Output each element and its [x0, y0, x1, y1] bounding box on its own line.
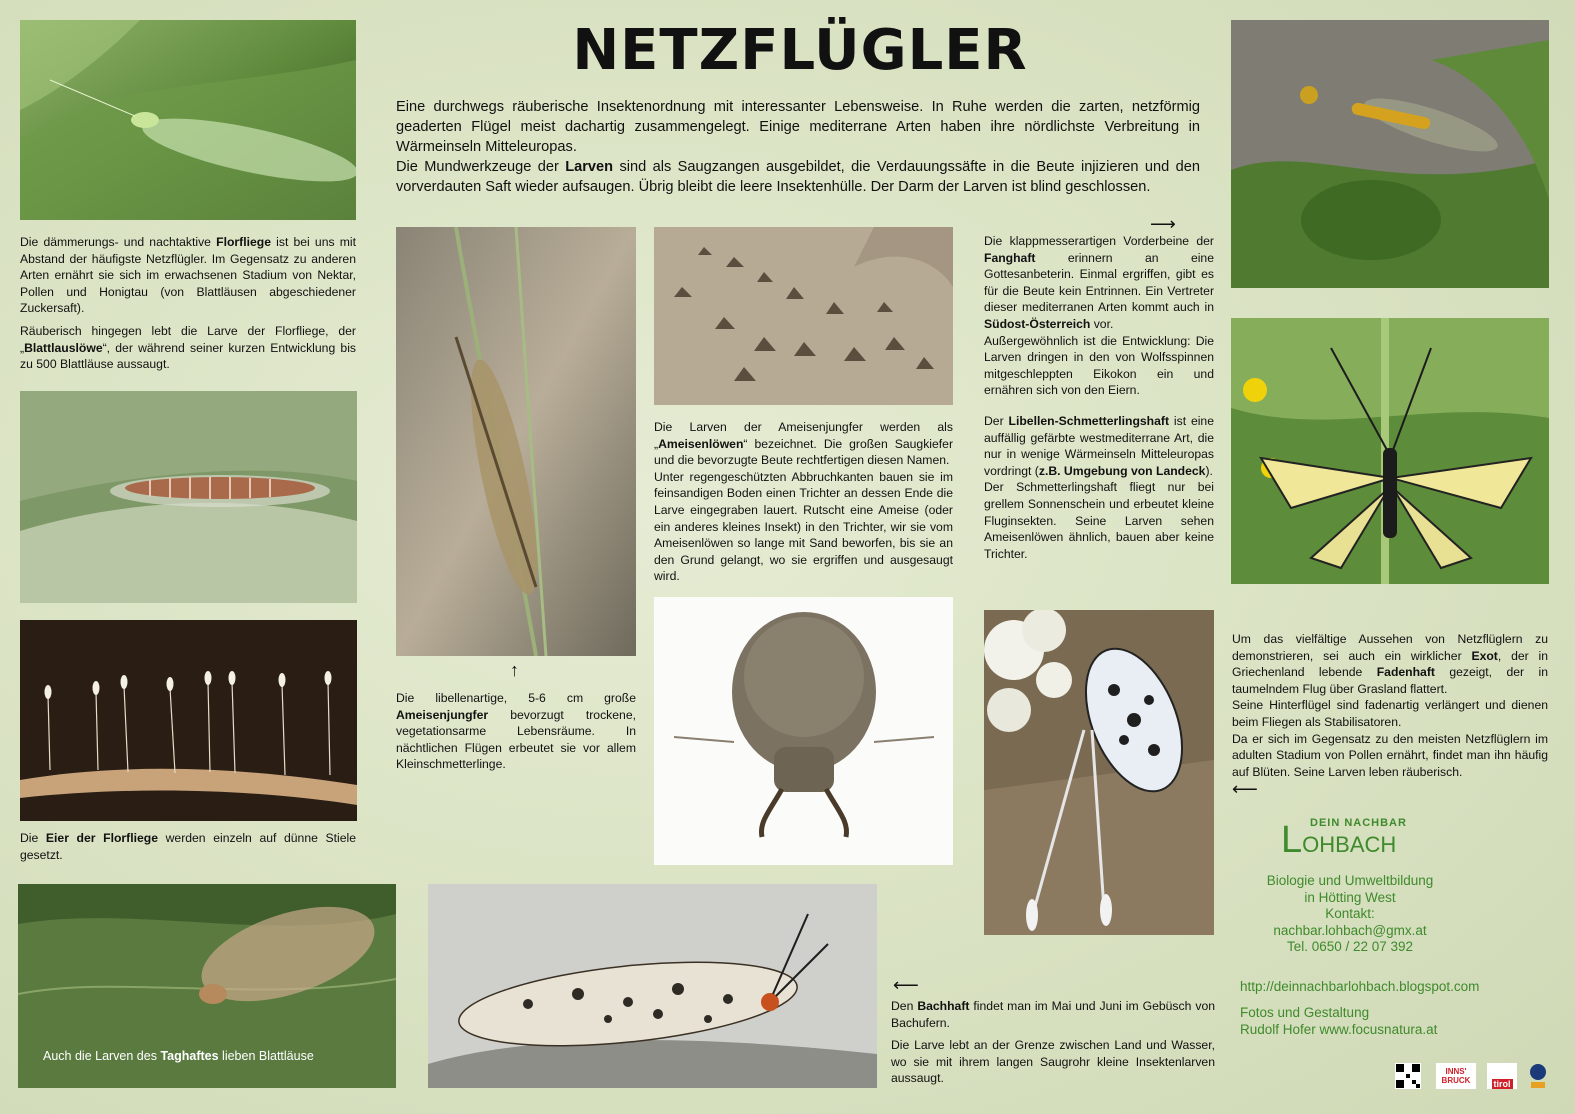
bachhaft-paragraph-2: Die Larve lebt an der Grenze zwischen Land und Wasser, wo sie mit ihrem langen Saugrohr kleine Insektenlarven aussaugt. — [891, 1038, 1215, 1086]
ameisenjungfer-image — [396, 227, 636, 656]
eier-paragraph — [20, 830, 356, 863]
text-part: Die — [20, 831, 46, 845]
text-part: vor. — [1090, 316, 1114, 331]
bold-florfliege: Florfliege — [216, 235, 271, 249]
university-seal-icon — [1527, 1063, 1549, 1089]
brand-initial: L — [1281, 819, 1303, 861]
text-part: Der — [984, 413, 1009, 428]
poster-title: NETZFLÜGLER — [572, 18, 1028, 83]
photo-ameisenloewe-larve — [654, 597, 953, 865]
text-fanghaft — [984, 233, 1214, 568]
bold-ameisenloewen: Ameisenlöwen — [658, 436, 744, 451]
bold-fadenhaft: Fadenhaft — [1376, 665, 1435, 680]
schmetterlingshaft-paragraph-2: Der Schmetterlingshaft fliegt nur bei grellem Sonnenschein und erbeutet kleine Fluginsekten. Seine Larven sehen Ameisenlöwen ähnlich, bauen aber keine Trichter. — [984, 480, 1214, 561]
brand-line-1: Biologie und Umweltbildung — [1266, 873, 1434, 888]
schmetterlingshaft-paragraph-1 — [984, 413, 1214, 479]
credits-line-1: Fotos und Gestaltung — [1240, 1005, 1370, 1020]
photo-schmetterlingshaft — [1231, 318, 1549, 584]
tirol-logo-text: tirol — [1493, 1079, 1511, 1089]
bold-suedost-oesterreich: Südost-Österreich — [984, 316, 1091, 331]
ameisenjungfer-paragraph — [396, 690, 636, 773]
intro-text — [396, 97, 1200, 197]
bold-ameisenjungfer: Ameisenjungfer — [396, 707, 489, 722]
fanghaft-paragraph-1 — [984, 233, 1214, 333]
university-seal-graphic — [1527, 1063, 1549, 1089]
brand-line-3: Kontakt: — [1325, 906, 1375, 921]
text-part: “, der während seiner kurzen Entwicklung bis zu 500 Blattläuse aussaugt. — [20, 340, 356, 372]
text-part: werden einzeln auf dünne Stiele gesetzt. — [20, 831, 356, 862]
brand-info — [1240, 873, 1460, 956]
fadenhaft-paragraph-3: Da er sich im Gegensatz zu den meisten Netzflüglern im adulten Stadium von Pollen ernährt, findet man ihn häufig auf Blüten. Seine Larven leben räuberisch. — [1232, 731, 1548, 779]
innsbruck-logo — [1436, 1063, 1476, 1089]
larva-image — [20, 391, 357, 603]
innsbruck-logo-text: INNS' BRUCK — [1441, 1067, 1471, 1085]
text-part: erinnern an eine Gottesanbeterin. Einmal ergriffen, gibt es für die Beute kein Entrinnen. Ein Vertreter dieser mediterranen Arten kommt auch in — [984, 250, 1214, 315]
text-bachhaft — [891, 998, 1215, 1093]
brand-name: OHBACH — [1302, 832, 1397, 857]
text-part: Die dämmerungs- und nachtaktive — [20, 235, 217, 249]
qr-code-icon — [1395, 1063, 1421, 1089]
ameisenloewe-paragraph-2: Unter regengeschützten Abbruchkanten bauen sie im feinsandigen Boden einen Trichter an dessen Ende die Larve eingegraben lauert. Rutscht eine Ameise (oder ein anderes kleines Insekt) in den Trichter, wir sie vom Ameisenlöwen so lange mit Sand beworfen, bis sie an den Grund gelangt, wo sie ergriffen und ausgesaugt wird. — [654, 469, 953, 584]
bold-exot: Exot — [1471, 648, 1498, 663]
text-part: gezeigt, der in taumelndem Flug über Grasland flattert. — [1232, 665, 1548, 696]
schmetterlingshaft-image — [1231, 318, 1549, 584]
ameisenloewe-paragraph-1 — [654, 419, 953, 469]
florfliege-image — [20, 20, 356, 220]
text-part: Den — [891, 999, 918, 1013]
photo-florfliegen-eier — [20, 620, 357, 821]
intro-paragraph-1: Eine durchwegs räuberische Insektenordnung mit interessanter Lebensweise. In Ruhe werden die zarten, netzförmig geaderten Flügel meist dachartig zusammengelegt. Einige mediterrane Arten haben ihre nördlichste Verbreitung in Wärmeinseln Mitteleuropas. — [396, 99, 1200, 155]
intro-paragraph-2 — [396, 157, 1200, 197]
bold-bachhaft: Bachhaft — [917, 999, 970, 1013]
taghaft-caption — [43, 1048, 373, 1065]
text-part: ist eine auffällig gefärbte westmediterrane Art, die nur in wenige Wärmeinseln Mitteleuropas vordringt ( — [984, 413, 1214, 478]
antlion-larva-image — [654, 597, 953, 865]
bachhaft-paragraph-1 — [891, 998, 1215, 1031]
text-fadenhaft — [1232, 631, 1548, 786]
bold-fanghaft: Fanghaft — [984, 250, 1036, 265]
photo-fanghaft — [1231, 20, 1549, 288]
qr-code-graphic — [1395, 1063, 1421, 1089]
intro-text-part: Die Mundwerkzeuge der — [396, 159, 566, 175]
sand-pits-image — [654, 227, 953, 405]
text-florfliege — [20, 234, 356, 379]
text-part: Die klappmesserartigen Vorderbeine der — [984, 234, 1214, 248]
bachhaft-image — [428, 884, 877, 1088]
text-part: ). — [1205, 463, 1213, 478]
photo-taghaft — [18, 884, 396, 1088]
photo-florfliege — [20, 20, 356, 220]
tirol-logo — [1487, 1063, 1517, 1089]
text-part: lieben Blattläuse — [218, 1049, 314, 1063]
bold-libellen-schmetterlingshaft: Libellen-Schmetterlingshaft — [1008, 413, 1170, 428]
bold-eier: Eier der Florfliege — [45, 831, 158, 845]
photo-ameisenjungfer — [396, 227, 636, 656]
photo-ameisenloewen-trichter — [654, 227, 953, 405]
arrow-right-fanghaft: ⟶ — [1150, 214, 1176, 234]
bold-blattlausloewe: Blattlauslöwe — [24, 340, 103, 355]
bold-landeck: z.B. Umgebung von Landeck — [1038, 463, 1206, 478]
photo-bachhaft — [428, 884, 877, 1088]
credits-line-2: Rudolf Hofer www.focusnatura.at — [1240, 1021, 1438, 1037]
intro-text-part: sind als Saugzangen ausgebildet, die Verdauungssäfte in die Beute injizieren und den vorverdauten Saft wieder aufsaugen. Übrig bleibt die leere Insektenhülle. Der Darm der Larven ist blind geschlossen. — [396, 159, 1201, 195]
text-part: Die Larven der Ameisenjungfer werden als „ — [654, 420, 953, 451]
fadenhaft-paragraph-2: Seine Hinterflügel sind fadenartig verlängert und dienen beim Fliegen als Stabilisatoren. — [1232, 698, 1548, 729]
brand-url[interactable]: http://deinnachbarlohbach.blogspot.com — [1240, 979, 1480, 994]
text-part: findet man im Mai und Juni im Gebüsch von Bachufern. — [891, 999, 1215, 1030]
arrow-left-fadenhaft: ⟵ — [1232, 779, 1258, 799]
bold-taghaft: Taghaftes — [160, 1049, 219, 1063]
brand-email[interactable]: nachbar.lohbach@gmx.at — [1273, 922, 1427, 938]
fadenhaft-paragraph-1 — [1232, 631, 1548, 697]
text-part: Um das vielfältige Aussehen von Netzflüglern zu demonstrieren, sei auch ein wirklicher — [1232, 632, 1548, 663]
florfliege-paragraph-1 — [20, 234, 356, 317]
intro-bold-larven: Larven — [565, 159, 614, 175]
fadenhaft-image — [984, 610, 1214, 935]
photo-fadenhaft — [984, 610, 1214, 935]
text-part: “ bezeichnet. Die großen Saugkiefer und die bevorzugte Beute rechtfertigen diesen Namen. — [654, 436, 953, 468]
fanghaft-image — [1231, 20, 1549, 288]
text-part: , der in Griechenland lebende — [1232, 648, 1548, 680]
eggs-image — [20, 620, 357, 821]
text-part: bevorzugt trockene, vegetationsarme Lebensräume. In nächtlichen Flügen erbeutet sie vor allem Kleinschmetterlinge. — [396, 707, 636, 772]
brand-lohbach — [1281, 820, 1396, 860]
text-eier — [20, 830, 356, 869]
fanghaft-paragraph-2: Außergewöhnlich ist die Entwicklung: Die Larven dringen in den von Wolfsspinnen mitgeschleppten Eikokon ein und ernähren sich von den Eiern. — [984, 333, 1214, 398]
text-ameisenloewe — [654, 419, 953, 591]
brand-phone: Tel. 0650 / 22 07 392 — [1286, 939, 1414, 954]
brand-dein-nachbar: DEIN NACHBAR — [1310, 817, 1407, 829]
arrow-up-ameisenjungfer: ↑ — [510, 660, 519, 680]
text-part: Räuberisch hingegen lebt die Larve der Florfliege, der „ — [20, 323, 356, 355]
text-part: Auch die Larven des — [43, 1049, 161, 1063]
text-part: ist bei uns mit Abstand der häufigste Netzflügler. Im Gegensatz zu anderen Arten ernährt sie sich im erwachsenen Stadium von Nektar, Pollen und Honigtau (von Blattläusen abgeschiedener Zuckersaft). — [20, 235, 356, 316]
brand-credits — [1240, 1005, 1437, 1038]
brand-line-2: in Hötting West — [1304, 889, 1396, 905]
photo-florfliegen-larve — [20, 391, 357, 603]
florfliege-paragraph-2 — [20, 323, 356, 373]
text-ameisenjungfer — [396, 690, 636, 779]
text-part: Die libellenartige, 5-6 cm große — [396, 691, 636, 705]
arrow-left-bachhaft: ⟵ — [893, 975, 919, 995]
